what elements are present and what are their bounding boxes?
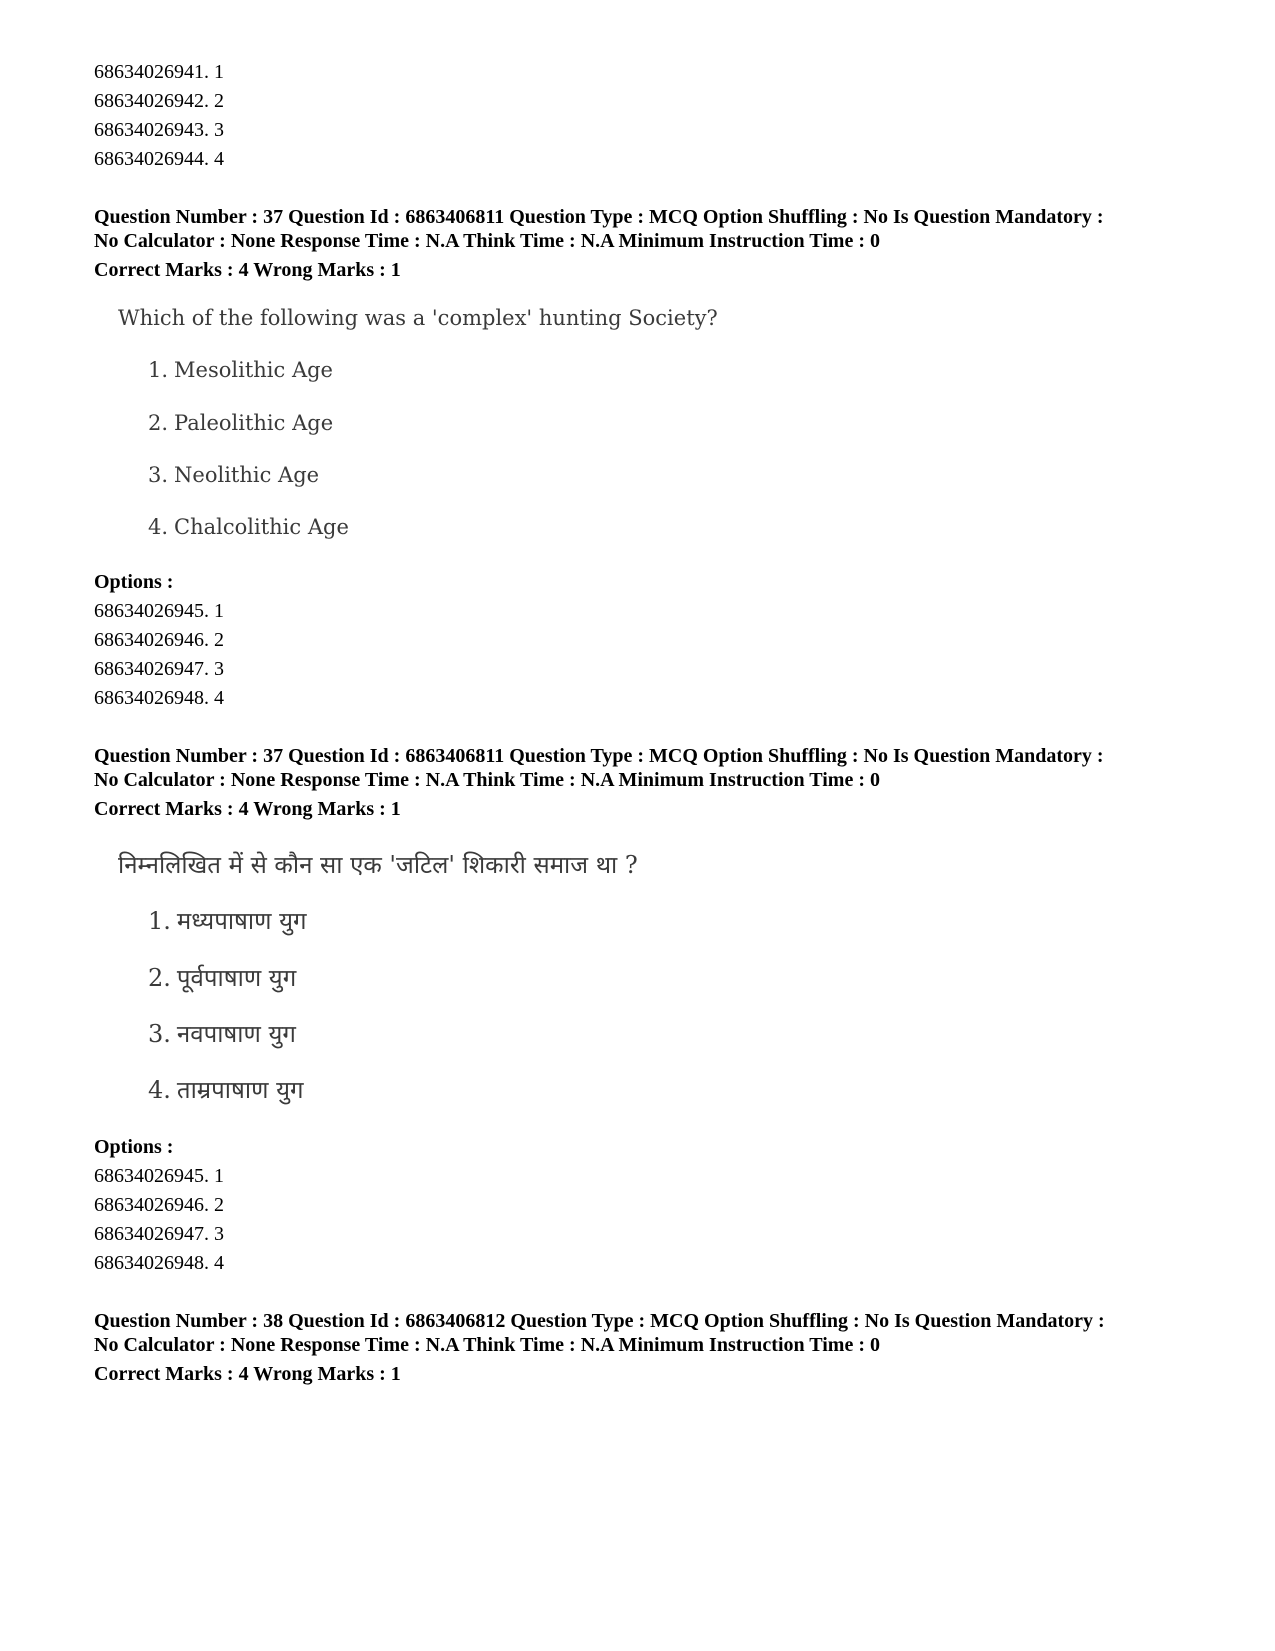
option-line: 68634026943. 3 — [94, 119, 224, 141]
answer-choice — [148, 411, 333, 435]
options-heading: Options : — [94, 571, 174, 593]
option-line: 68634026946. 2 — [94, 1194, 224, 1216]
option-line: 68634026946. 2 — [94, 629, 224, 651]
answer-choice — [148, 463, 319, 487]
option-line: 68634026947. 3 — [94, 658, 224, 680]
options-heading: Options : — [94, 1136, 174, 1158]
question-meta-line-1: Question Number : 37 Question Id : 6863406811 Question Type : MCQ Option Shuffling : No Is Question Mandatory : — [94, 206, 1104, 228]
choice-number: 4. — [148, 515, 169, 539]
answer-choice — [148, 961, 296, 994]
choice-number: 2. — [148, 411, 169, 435]
question-37-en-image — [94, 300, 794, 560]
question-meta-line-2: No Calculator : None Response Time : N.A Think Time : N.A Minimum Instruction Time : 0 — [94, 230, 880, 252]
question-meta-line-1: Question Number : 37 Question Id : 6863406811 Question Type : MCQ Option Shuffling : No Is Question Mandatory : — [94, 745, 1104, 767]
option-line: 68634026945. 1 — [94, 1165, 224, 1187]
choice-number: 3. — [148, 1020, 171, 1048]
choice-text: पूर्वपाषाण युग — [176, 964, 297, 992]
question-37-hi-image — [94, 842, 794, 1132]
option-line: 68634026947. 3 — [94, 1223, 224, 1245]
option-line: 68634026941. 1 — [94, 61, 224, 83]
answer-choice — [148, 904, 307, 937]
question-meta-line-2: No Calculator : None Response Time : N.A Think Time : N.A Minimum Instruction Time : 0 — [94, 769, 880, 791]
choice-number: 1. — [148, 358, 169, 382]
option-line: 68634026948. 4 — [94, 687, 224, 709]
answer-choice — [148, 1073, 304, 1106]
question-meta-line-2: No Calculator : None Response Time : N.A Think Time : N.A Minimum Instruction Time : 0 — [94, 1334, 880, 1356]
question-marks: Correct Marks : 4 Wrong Marks : 1 — [94, 259, 401, 281]
question-38-header — [94, 1309, 1194, 1386]
question-marks: Correct Marks : 4 Wrong Marks : 1 — [94, 798, 401, 820]
choice-number: 2. — [148, 964, 171, 992]
choice-text: Paleolithic Age — [174, 411, 334, 435]
question-meta-line-1: Question Number : 38 Question Id : 6863406812 Question Type : MCQ Option Shuffling : No Is Question Mandatory : — [94, 1310, 1105, 1332]
question-marks: Correct Marks : 4 Wrong Marks : 1 — [94, 1363, 401, 1385]
question-37-en-options — [94, 568, 1194, 713]
choice-text: Neolithic Age — [174, 463, 320, 487]
question-text: निम्नलिखित में से कौन सा एक 'जटिल' शिकारी समाज था ? — [118, 851, 638, 879]
question-37-en-header — [94, 205, 1194, 282]
choice-number: 3. — [148, 463, 169, 487]
answer-choice — [148, 1017, 296, 1050]
question-37-hi-header — [94, 744, 1194, 821]
choice-text: नवपाषाण युग — [176, 1020, 296, 1048]
answer-choice — [148, 515, 349, 539]
option-line: 68634026944. 4 — [94, 148, 224, 170]
choice-number: 4. — [148, 1076, 171, 1104]
option-line: 68634026945. 1 — [94, 600, 224, 622]
question-text: Which of the following was a 'complex' hunting Society? — [118, 306, 718, 330]
choice-text: Chalcolithic Age — [174, 515, 349, 539]
previous-question-options — [94, 58, 1194, 174]
choice-text: मध्यपाषाण युग — [176, 907, 307, 935]
choice-text: Mesolithic Age — [174, 358, 333, 382]
choice-number: 1. — [148, 907, 171, 935]
option-line: 68634026942. 2 — [94, 90, 224, 112]
option-line: 68634026948. 4 — [94, 1252, 224, 1274]
answer-choice — [148, 358, 333, 382]
question-37-hi-options — [94, 1133, 1194, 1278]
choice-text: ताम्रपाषाण युग — [176, 1076, 304, 1104]
